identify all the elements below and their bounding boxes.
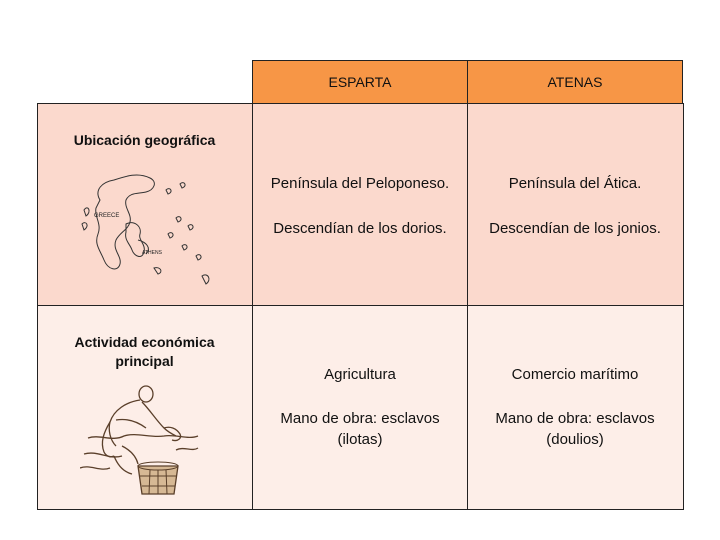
row-label-ubicacion: Ubicación geográfica: [73, 132, 216, 148]
row-label-actividad: Actividad económica principal: [74, 334, 215, 369]
row-divider: [37, 305, 684, 306]
col-divider-1: [252, 60, 253, 510]
header-atenas: [467, 60, 683, 104]
header-atenas-label: ATENAS: [547, 74, 603, 90]
esparta-ubicacion-2: Descendían de los dorios.: [273, 220, 447, 237]
esparta-actividad-2: Mano de obra: esclavos (ilotas): [280, 410, 440, 448]
esparta-ubicacion-1: Península del Peloponeso.: [270, 175, 450, 192]
atenas-actividad-1: Comercio marítimo: [511, 366, 639, 383]
table-outer-border: [37, 103, 684, 510]
header-esparta-label: ESPARTA: [328, 74, 392, 90]
map-label-greece: GREECE: [94, 213, 120, 219]
col-divider-2: [467, 60, 468, 510]
map-label-athens: ATHENS: [142, 250, 162, 256]
header-esparta: [252, 60, 468, 104]
atenas-ubicacion-1: Península del Ática.: [508, 175, 642, 192]
atenas-actividad-2: Mano de obra: esclavos (doulios): [495, 410, 655, 448]
esparta-actividad-1: Agricultura: [324, 366, 396, 383]
atenas-ubicacion-2: Descendían de los jonios.: [489, 220, 661, 237]
